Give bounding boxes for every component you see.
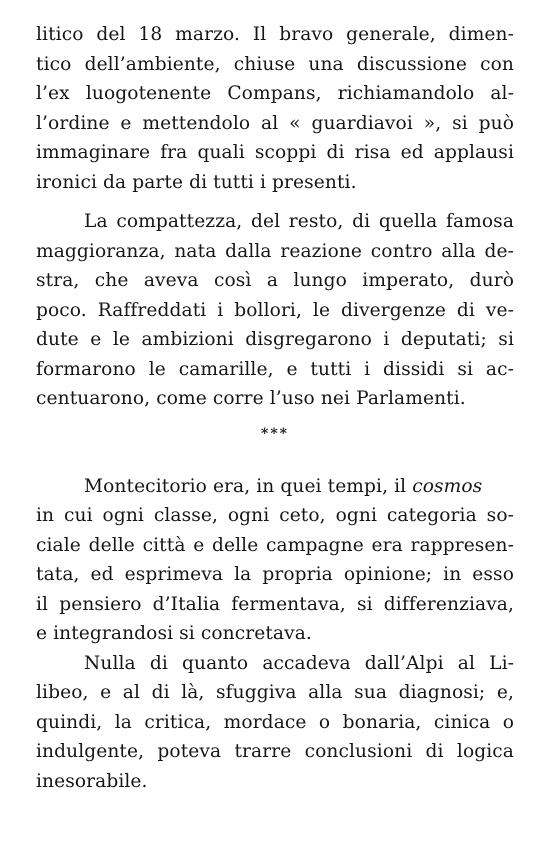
italic-word: cosmos bbox=[412, 475, 483, 497]
text-line: e integrandosi si concretava. bbox=[36, 623, 312, 644]
text-line: quindi, la critica, mordace o bonaria, cinica o bbox=[36, 711, 514, 733]
text-line: poco. Raffreddati i bollori, le divergenze di ve- bbox=[36, 299, 514, 321]
text-line: ciale delle città e delle campagne era rappresen- bbox=[36, 534, 514, 556]
text-line bbox=[36, 472, 514, 502]
text-line: l’ex luogotenente Compans, richiamandolo al- bbox=[36, 83, 514, 104]
text-line: tico dell’ambiente, chiuse una discussione con bbox=[36, 53, 514, 75]
text-line: maggioranza, nata dalla reazione contro alla de- bbox=[36, 240, 514, 262]
text-line: stra, che aveva così a lungo imperato, durò bbox=[36, 270, 514, 291]
text-line: libeo, e al di là, sfuggiva alla sua diagnosi; e, bbox=[36, 682, 514, 703]
text-line: centuarono, come corre l’uso nei Parlamenti. bbox=[36, 388, 466, 409]
paragraph-3 bbox=[36, 472, 514, 649]
text-line: La compattezza, del resto, di quella famosa bbox=[84, 211, 514, 232]
text-line: dute e le ambizioni disgregarono i deputati; si bbox=[36, 329, 514, 350]
paragraph-4 bbox=[36, 649, 514, 797]
text-line: tata, ed esprimeva la propria opinione; in esso bbox=[36, 564, 514, 585]
text-line: indulgente, poteva trarre conclusioni di logica bbox=[36, 741, 514, 762]
paragraph-2 bbox=[36, 207, 514, 414]
section-separator: *** bbox=[261, 425, 289, 442]
text-line: formarono le camarille, e tutti i dissidi si ac- bbox=[36, 358, 514, 380]
text-line: inesorabile. bbox=[36, 770, 148, 792]
text-line: ironici da parte di tutti i presenti. bbox=[36, 171, 357, 193]
text-line: il pensiero d’Italia fermentava, si differenziava, bbox=[36, 593, 514, 615]
text-line: Nulla di quanto accadeva dall’Alpi al Li- bbox=[84, 652, 514, 674]
text-run: Montecitorio era, in quei tempi, il bbox=[84, 475, 413, 497]
book-page bbox=[36, 20, 514, 796]
text-line: litico del 18 marzo. Il bravo generale, dimen- bbox=[36, 24, 514, 45]
paragraph-1 bbox=[36, 20, 514, 197]
text-line: l’ordine e mettendolo al « guardiavoi », si può bbox=[36, 112, 514, 134]
text-line: in cui ogni classe, ogni ceto, ogni categoria so- bbox=[36, 505, 514, 526]
text-line: immaginare fra quali scoppi di risa ed applausi bbox=[36, 142, 514, 163]
